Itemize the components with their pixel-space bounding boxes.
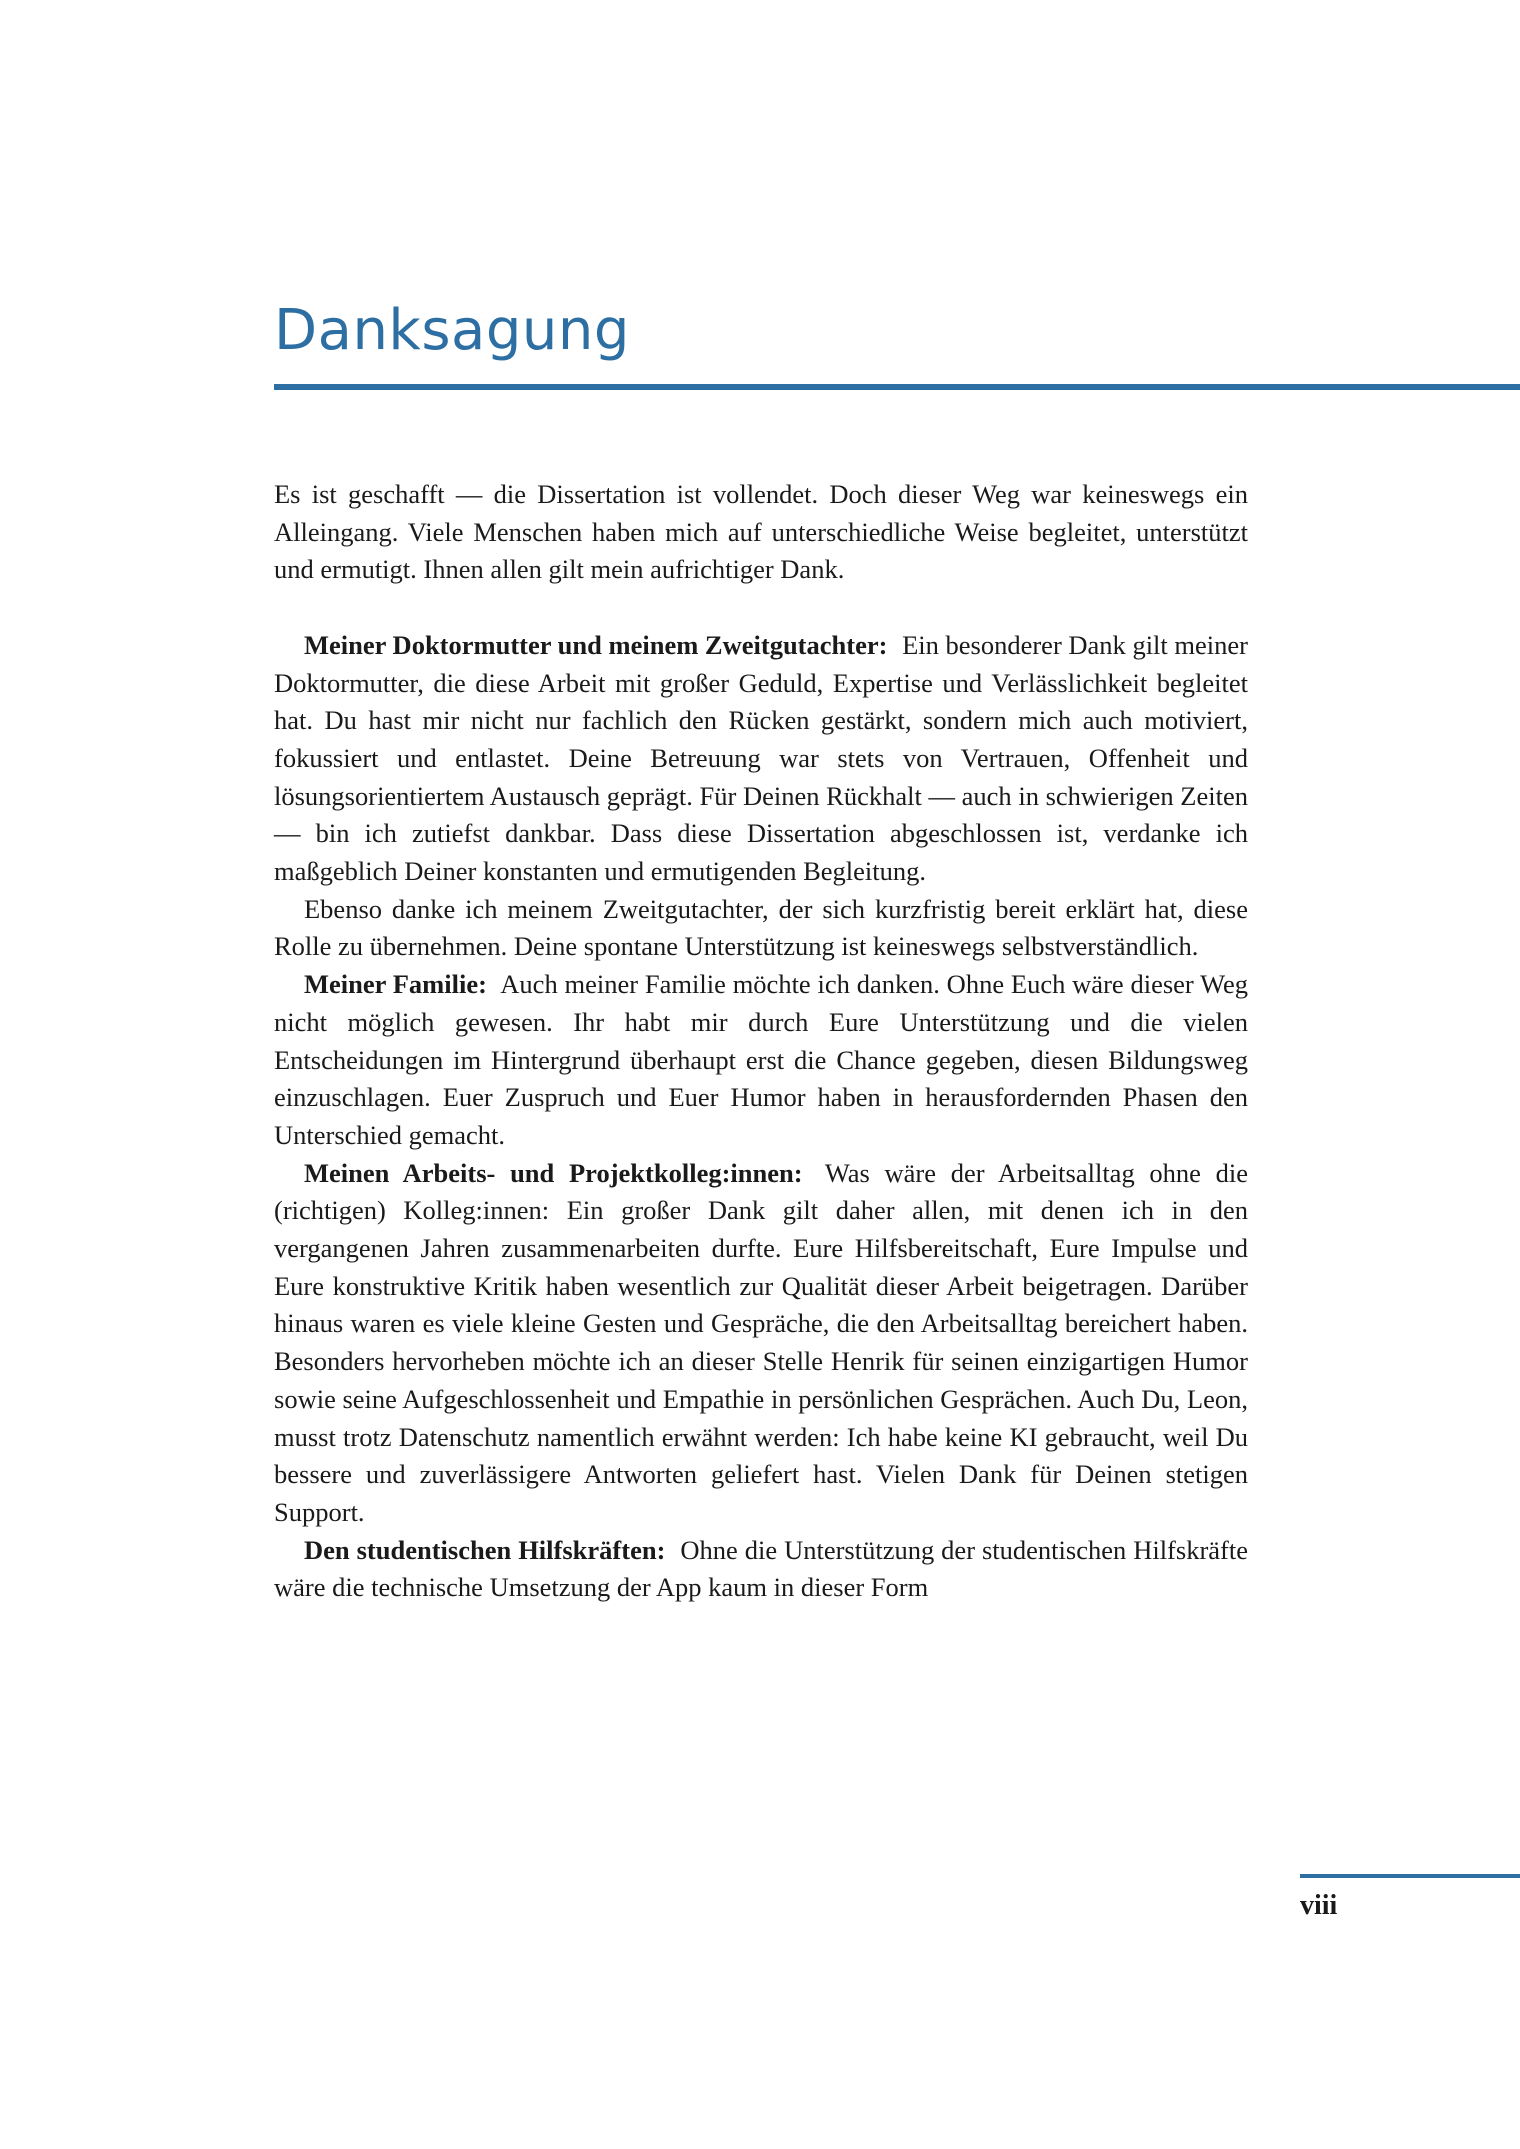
- title-rule: [274, 384, 1520, 390]
- body-text: [274, 476, 1248, 1607]
- paragraph-text: Auch meiner Familie möchte ich danken. Ohne Euch wäre dieser Weg nicht möglich gewesen. Ihr habt mir durch Eure Unterstützung und die vielen Entscheidungen im Hintergrund überhaupt erst die Chance gegeben, diesen Bildungsweg einzuschlagen. Euer Zuspruch und Euer Humor haben in herausfordernden Phasen den Unterschied gemacht.: [274, 969, 1248, 1150]
- paragraph-familie: [274, 966, 1248, 1155]
- paragraph-text: Was wäre der Arbeitsalltag ohne die (richtigen) Kolleg:innen: Ein großer Dank gilt daher allen, mit denen ich in den vergangenen Jahren zusammenarbeiten durfte. Eure Hilfsbereitschaft, Eure Impulse und Eure konstruktive Kritik haben wesentlich zur Qualität dieser Arbeit beigetragen. Darüber hinaus waren es viele kleine Gesten und Gespräche, die den Arbeitsalltag bereichert haben. Besonders hervorheben möchte ich an dieser Stelle Henrik für seinen einzigartigen Humor sowie seine Aufgeschlossenheit und Empathie in persönlichen Gesprächen. Auch Du, Leon, musst trotz Datenschutz namentlich erwähnt werden: Ich habe keine KI gebraucht, weil Du bessere und zuverlässigere Antworten geliefert hast. Vielen Dank für Deinen stetigen Support.: [274, 1157, 1249, 1527]
- paragraph-lead: Meiner Familie:: [304, 969, 487, 1000]
- paragraph-hilfskraefte: [274, 1532, 1248, 1607]
- intro-paragraph: Es ist geschafft — die Dissertation ist vollendet. Doch dieser Weg war keineswegs ein Alleingang. Viele Menschen haben mich auf unterschiedliche Weise begleitet, unterstützt und ermutigt. Ihnen allen gilt mein aufrichtiger Dank.: [274, 479, 1248, 585]
- chapter-title: Danksagung: [274, 298, 630, 363]
- paragraph-kolleginnen: [274, 1155, 1248, 1532]
- paragraph-zweitgutachter: Ebenso danke ich meinem Zweitgutachter, der sich kurzfristig bereit erklärt hat, diese Rolle zu übernehmen. Deine spontane Unterstützung ist keineswegs selbstverständlich.: [274, 893, 1248, 962]
- paragraph-text: Ohne die Unterstützung der studentischen Hilfskräfte wäre die technische Umsetzung der App kaum in dieser Form: [274, 1534, 1248, 1603]
- paragraph-lead: Meinen Arbeits- und Projektkolleg:innen:: [304, 1157, 803, 1188]
- footer-rule: [1300, 1874, 1520, 1878]
- page-number: viii: [1300, 1890, 1338, 1921]
- paragraph-lead: Den studentischen Hilfskräften:: [304, 1534, 666, 1565]
- paragraph-doktormutter: [274, 627, 1248, 891]
- paragraph-lead: Meiner Doktormutter und meinem Zweitgutachter:: [304, 629, 888, 660]
- paragraph-text: Ein besonderer Dank gilt meiner Doktormutter, die diese Arbeit mit großer Geduld, Expertise und Verlässlichkeit begleitet hat. Du hast mir nicht nur fachlich den Rücken gestärkt, sondern mich auch motiviert, fokussiert und entlastet. Deine Betreuung war stets von Vertrauen, Offenheit und lösungsorientiertem Austausch geprägt. Für Deinen Rückhalt — auch in schwierigen Zeiten — bin ich zutiefst dankbar. Dass diese Dissertation abgeschlossen ist, verdanke ich maßgeblich Deiner konstanten und ermutigenden Begleitung.: [274, 629, 1248, 887]
